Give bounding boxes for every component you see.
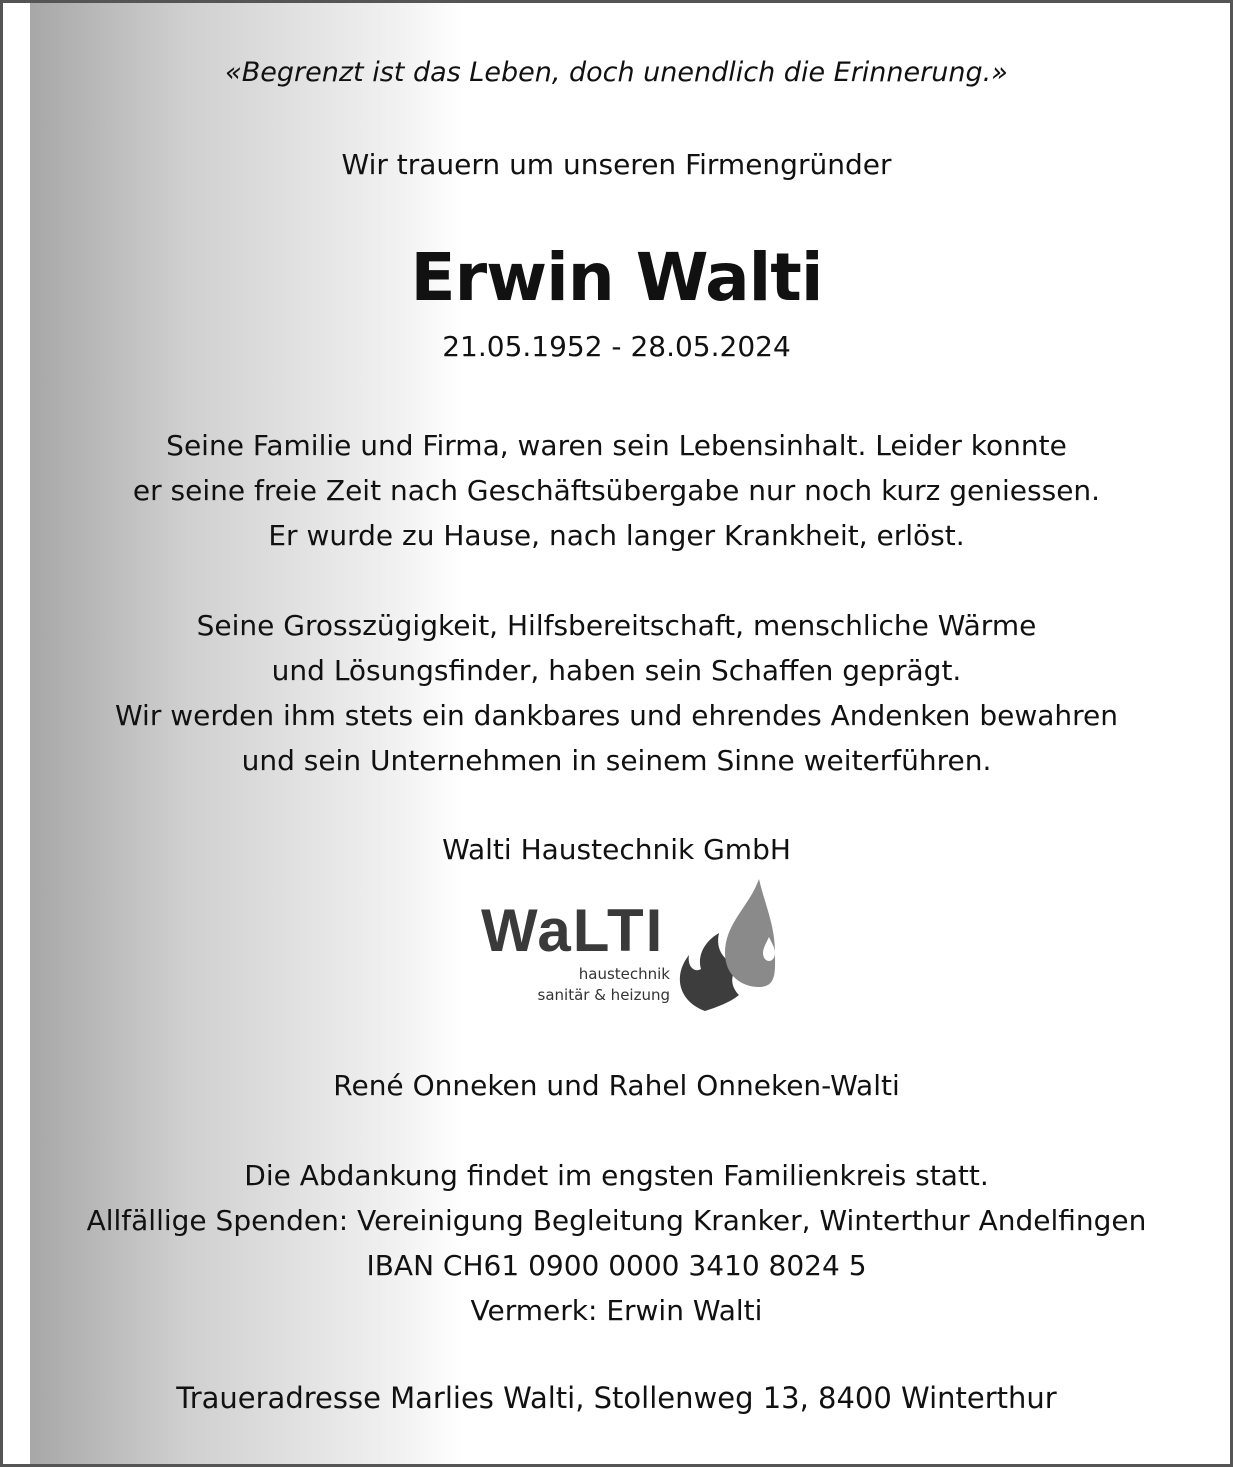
intro-line: Wir trauern um unseren Firmengründer (341, 148, 892, 181)
logo-tagline-1: haustechnik (578, 965, 670, 983)
deceased-name: Erwin Walti (410, 239, 823, 316)
text-line: er seine freie Zeit nach Geschäftsübergabe nur noch kurz geniessen. (132, 474, 1101, 507)
logo-tagline-2: sanitär & heizung (537, 986, 670, 1004)
text-line: und sein Unternehmen in seinem Sinne weiterführen. (241, 744, 992, 777)
family-names: René Onneken und Rahel Onneken-Walti (333, 1069, 900, 1102)
paragraph-tribute (3, 603, 1230, 783)
text-line: Seine Familie und Firma, waren sein Lebensinhalt. Leider konnte (166, 429, 1067, 462)
text-line: Vermerk: Erwin Walti (470, 1294, 763, 1327)
company-name: Walti Haustechnik GmbH (442, 833, 791, 866)
text-line: Seine Grosszügigkeit, Hilfsbereitschaft, menschliche Wärme (196, 609, 1037, 642)
iban-line: IBAN CH61 0900 0000 3410 8024 5 (366, 1249, 867, 1282)
paragraph-life (3, 423, 1230, 558)
text-line: Die Abdankung findet im engsten Familienkreis statt. (244, 1159, 989, 1192)
text-line: Wir werden ihm stets ein dankbares und ehrendes Andenken bewahren (114, 699, 1118, 732)
flame-drop-icon (680, 879, 775, 1011)
life-dates: 21.05.1952 - 28.05.2024 (442, 330, 791, 363)
text-line: Allfällige Spenden: Vereinigung Begleitung Kranker, Winterthur Andelfingen (86, 1204, 1147, 1237)
company-logo (473, 875, 793, 1020)
text-line: Er wurde zu Hause, nach langer Krankheit, erlöst. (268, 519, 965, 552)
logo-wordmark: WaLTI (481, 897, 665, 964)
mourning-address: Traueradresse Marlies Walti, Stollenweg 13, 8400 Winterthur (176, 1381, 1057, 1415)
memorial-quote: «Begrenzt ist das Leben, doch unendlich die Erinnerung.» (225, 57, 1008, 88)
paragraph-ceremony (3, 1153, 1230, 1333)
text-line: und Lösungsfinder, haben sein Schaffen geprägt. (271, 654, 962, 687)
